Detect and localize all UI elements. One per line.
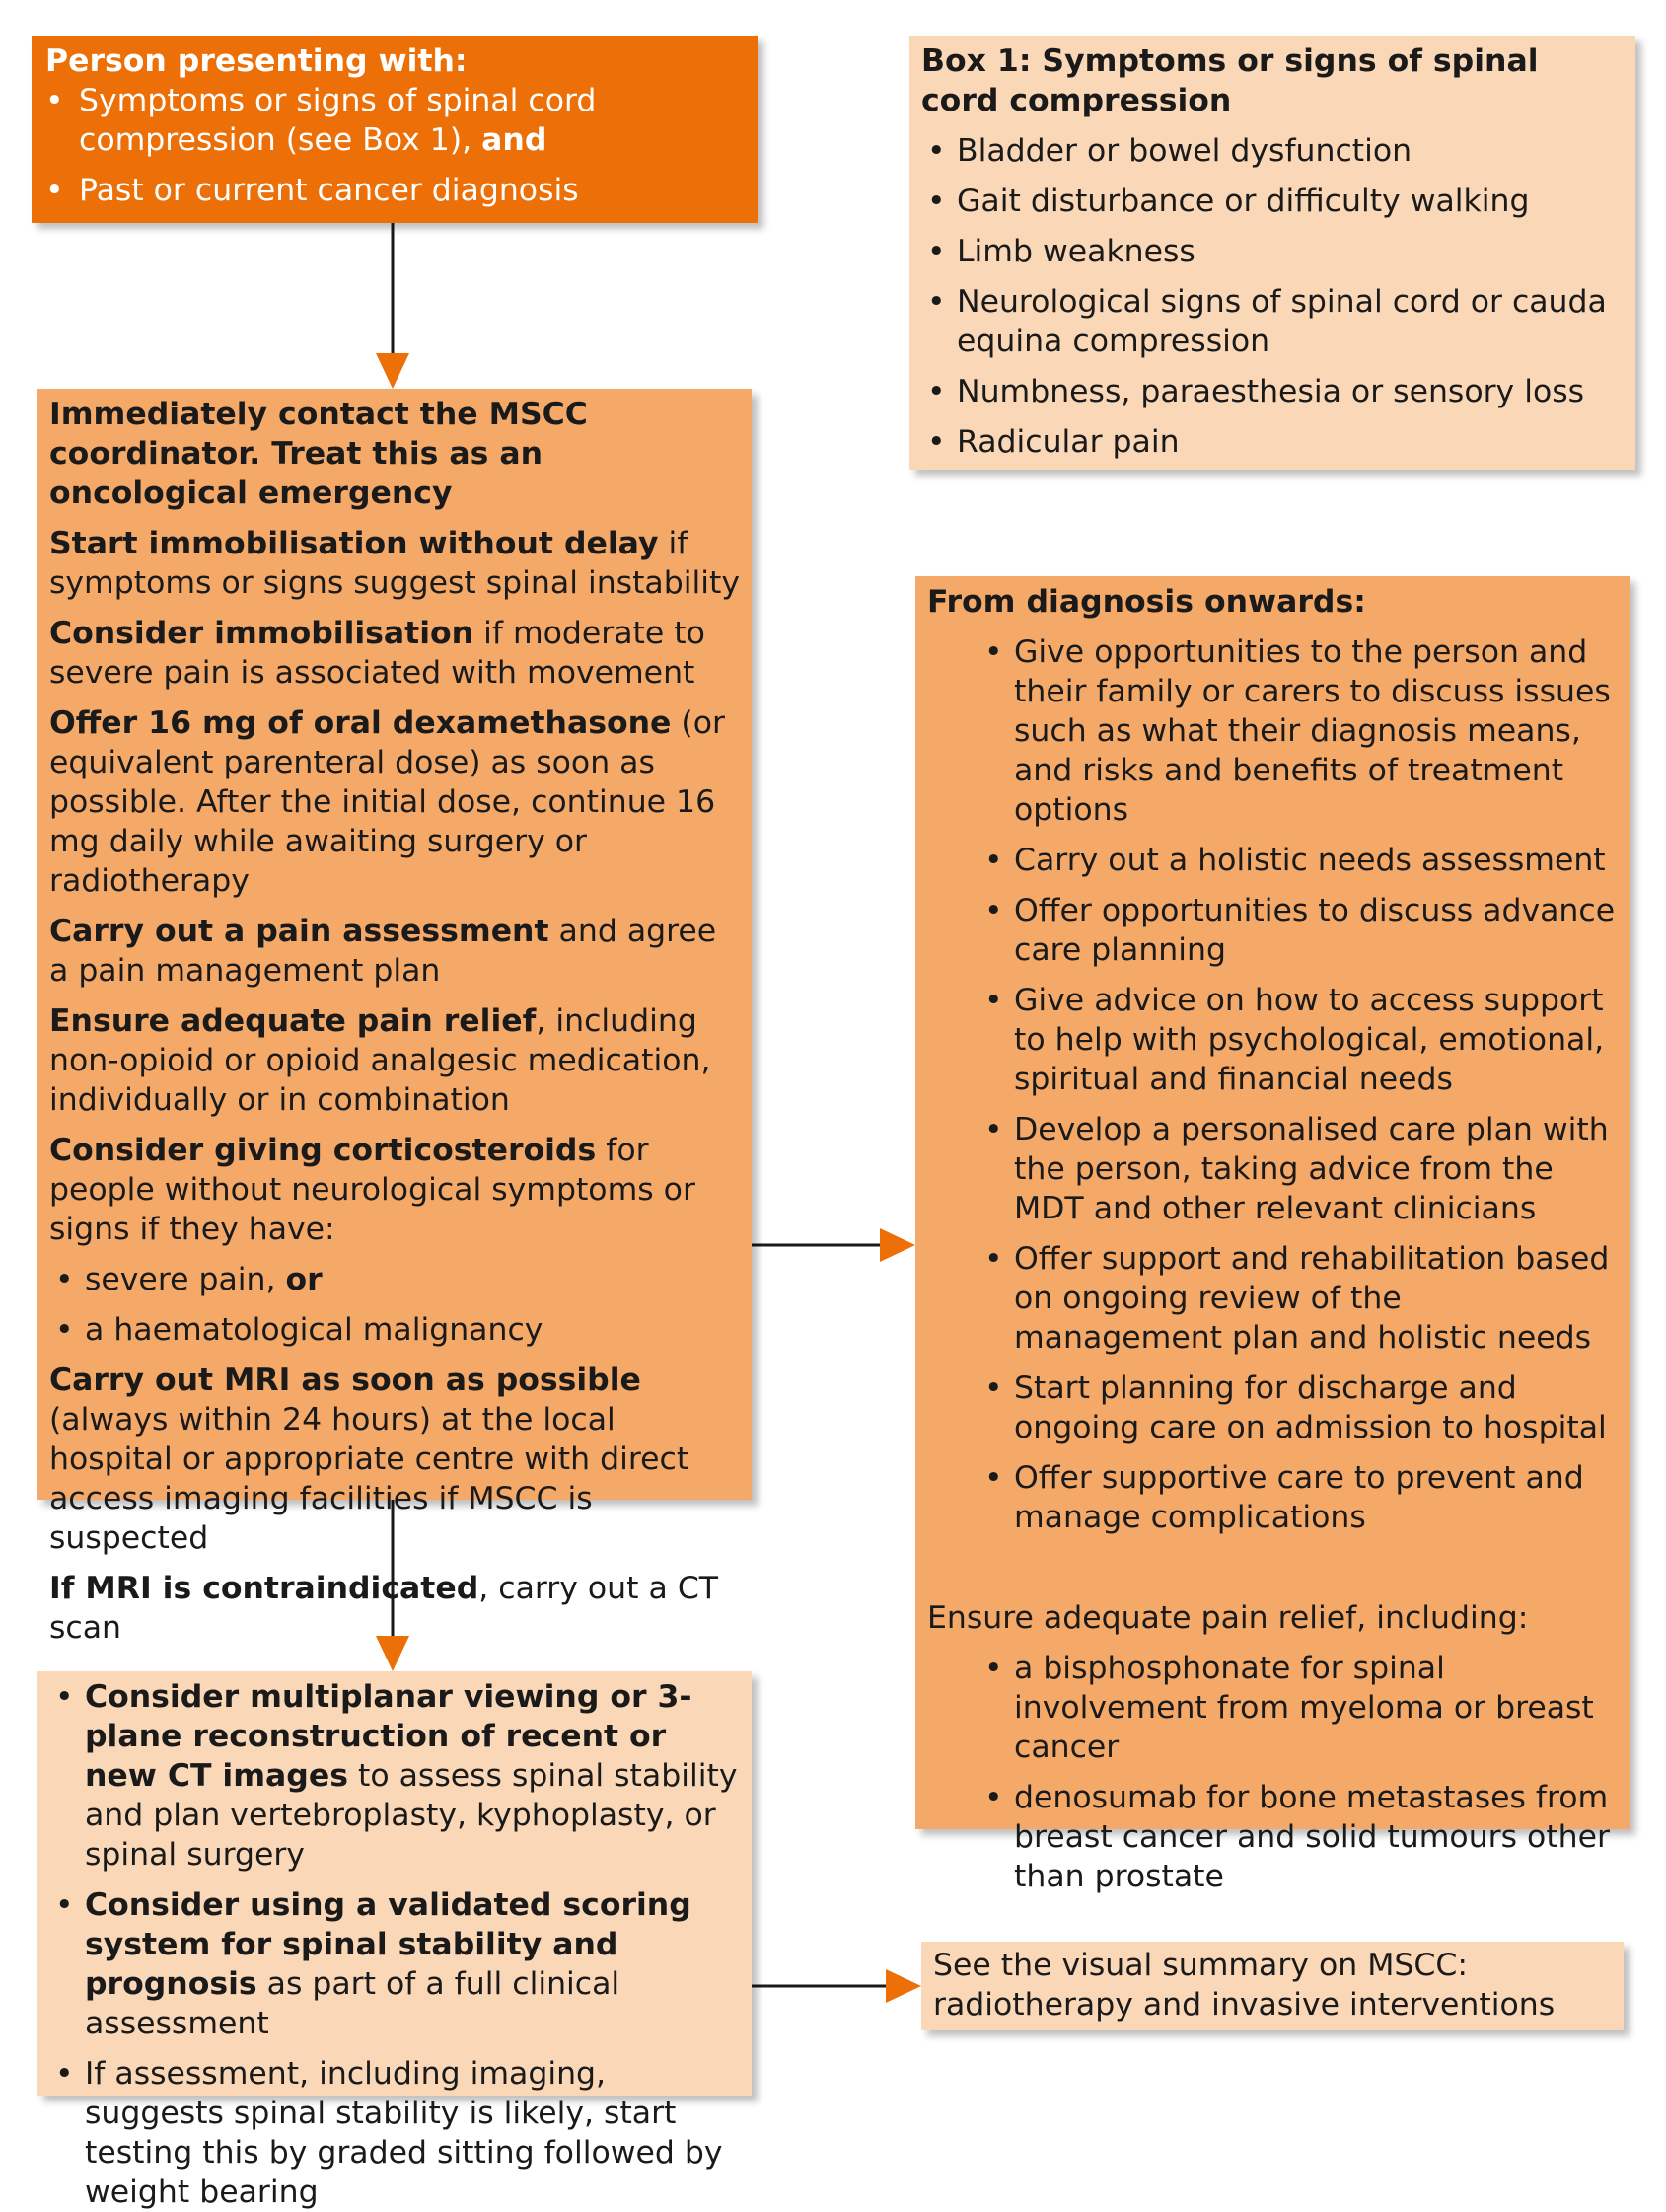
imaging-item-text: as part of a full clinical assessment — [85, 1966, 620, 2041]
symptom-item: • Neurological signs of spinal cord or cauda equina compression — [957, 282, 1624, 361]
immobilisation-step — [49, 524, 740, 603]
pain-assessment-bold: Carry out a pain assessment — [49, 914, 549, 949]
diagnosis-item: • Give advice on how to access support to help with psychological, emotional, spiritual and financial needs — [1014, 981, 1618, 1099]
pain-relief-step — [49, 1001, 740, 1120]
imaging-item — [85, 1677, 740, 1875]
immediate-title: Immediately contact the MSCC coordinator. Treat this as an oncological emergency — [49, 397, 588, 511]
diagnosis-item: • Start planning for discharge and ongoing care on admission to hospital — [1014, 1368, 1618, 1447]
presenting-item: • Past or current cancer diagnosis — [79, 171, 744, 210]
presenting-box — [32, 36, 758, 223]
diagnosis-onwards-box — [915, 576, 1630, 1894]
mri-text: (always within 24 hours) at the local hospital or appropriate centre with direct access imaging facilities if MSCC is suspected — [49, 1402, 689, 1556]
visual-summary-box — [921, 1942, 1624, 2030]
presenting-item-bold: and — [481, 122, 547, 158]
symptom-item: • Gait disturbance or difficulty walking — [957, 182, 1624, 221]
pain-relief-item: • denosumab for bone metastases from breast cancer and solid tumours other than prostate — [1014, 1778, 1618, 1896]
presenting-item-text: Symptoms or signs of spinal cord compression (see Box 1), — [79, 83, 597, 158]
pain-relief-bold: Ensure adequate pain relief — [49, 1003, 537, 1039]
pain-relief-intro: Ensure adequate pain relief, including: — [927, 1600, 1529, 1636]
corticosteroids-step — [49, 1131, 740, 1249]
corticosteroids-list — [49, 1260, 740, 1350]
diagnosis-item: • Offer opportunities to discuss advance care planning — [1014, 891, 1618, 970]
corticosteroids-item: • a haematological malignancy — [85, 1310, 740, 1350]
arrowhead-right-2 — [886, 1969, 921, 2003]
presenting-list — [45, 81, 744, 210]
symptom-item: • Limb weakness — [957, 232, 1624, 271]
corticosteroids-text: for people without neurological symptoms or signs if they have: — [49, 1133, 695, 1247]
diagnosis-title: From diagnosis onwards: — [927, 584, 1366, 620]
symptom-item: • Numbness, paraesthesia or sensory loss — [957, 372, 1624, 411]
dexamethasone-step — [49, 703, 740, 901]
imaging-assessment-box — [37, 1671, 752, 2210]
box-1-title: Box 1: Symptoms or signs of spinal cord compression — [921, 43, 1539, 118]
consider-immobilisation-step — [49, 614, 740, 693]
diagnosis-item: • Offer support and rehabilitation based on ongoing review of the management plan and holistic needs — [1014, 1239, 1618, 1358]
imaging-item-bold: Consider using a validated scoring system for spinal stability and prognosis — [85, 1887, 691, 2002]
corticosteroids-item — [85, 1260, 740, 1299]
presenting-item — [79, 81, 744, 160]
pain-relief-list — [927, 1649, 1618, 1896]
diagnosis-item: • Offer supportive care to prevent and manage complications — [1014, 1458, 1618, 1537]
imaging-item: • If assessment, including imaging, suggests spinal stability is likely, start testing this by graded sitting followed by weight bearing — [85, 2054, 740, 2212]
consider-immobilisation-text: if moderate to severe pain is associated with movement — [49, 616, 705, 691]
pain-relief-item: • a bisphosphonate for spinal involvement from myeloma or breast cancer — [1014, 1649, 1618, 1767]
pain-assessment-text: and agree a pain management plan — [49, 914, 717, 989]
arrowhead-down-1 — [376, 353, 409, 389]
imaging-item — [85, 1885, 740, 2043]
presenting-title: Person presenting with: — [45, 43, 468, 79]
immobilisation-text: if symptoms or signs suggest spinal instability — [49, 526, 740, 601]
ct-step — [49, 1569, 740, 1648]
diagnosis-list — [927, 632, 1618, 1537]
diagnosis-item: • Give opportunities to the person and their family or carers to discuss issues such as what their diagnosis means, and risks and benefits of treatment options — [1014, 632, 1618, 830]
immobilisation-bold: Start immobilisation without delay — [49, 526, 659, 561]
ct-text: , carry out a CT scan — [49, 1571, 719, 1646]
symptom-item: • Bladder or bowel dysfunction — [957, 131, 1624, 171]
immediate-actions-box — [37, 389, 752, 1646]
dexamethasone-bold: Offer 16 mg of oral dexamethasone — [49, 705, 672, 741]
box-1-symptoms — [909, 36, 1635, 470]
dexamethasone-text: (or equivalent parenteral dose) as soon as possible. After the initial dose, continue 16 mg daily while awaiting surgery or radiotherapy — [49, 705, 725, 899]
arrowhead-right-1 — [880, 1228, 915, 1262]
imaging-item-bold: Consider multiplanar viewing or 3-plane reconstruction of recent or new CT images — [85, 1679, 692, 1794]
diagnosis-item: • Develop a personalised care plan with the person, taking advice from the MDT and other relevant clinicians — [1014, 1110, 1618, 1228]
visual-summary-text: See the visual summary on MSCC: radiotherapy and invasive interventions — [933, 1948, 1556, 2023]
symptom-item: • Radicular pain — [957, 422, 1624, 462]
mri-bold: Carry out MRI as soon as possible — [49, 1363, 641, 1398]
imaging-item-text: to assess spinal stability and plan vertebroplasty, kyphoplasty, or spinal surgery — [85, 1758, 738, 1873]
consider-immobilisation-bold: Consider immobilisation — [49, 616, 474, 651]
corticosteroids-item-text: severe pain, — [85, 1262, 286, 1297]
diagnosis-item: • Carry out a holistic needs assessment — [1014, 841, 1618, 880]
ct-bold: If MRI is contraindicated — [49, 1571, 479, 1606]
box-1-list — [921, 131, 1624, 462]
corticosteroids-bold: Consider giving corticosteroids — [49, 1133, 597, 1168]
pain-relief-text: , including non-opioid or opioid analgesic medication, individually or in combination — [49, 1003, 711, 1118]
pain-assessment-step — [49, 912, 740, 991]
mri-step — [49, 1361, 740, 1558]
corticosteroids-item-bold: or — [285, 1262, 323, 1297]
